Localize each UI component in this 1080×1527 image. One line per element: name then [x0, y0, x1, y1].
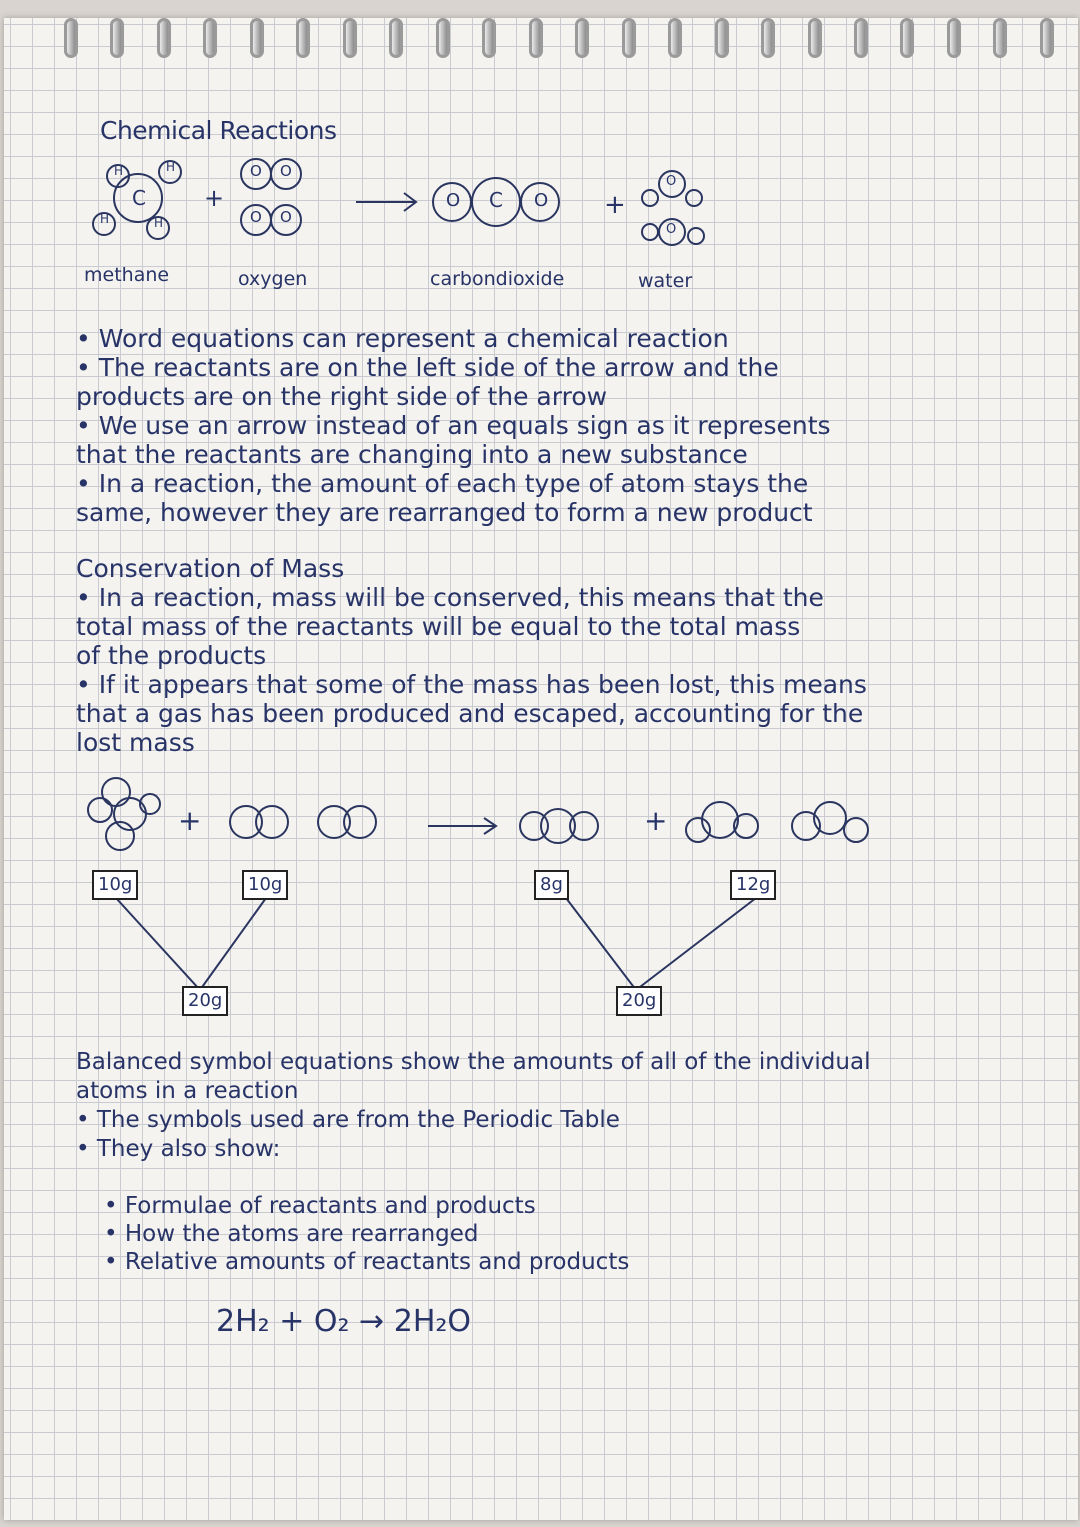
atom-label-o: O: [666, 222, 677, 237]
atom-circle: [102, 778, 130, 806]
plus-sign: +: [204, 184, 225, 212]
note-line: • In a reaction, mass will be conserved, this means that the: [76, 583, 824, 612]
mass-box: 10g: [92, 870, 138, 900]
note-line: • They also show:: [76, 1136, 281, 1162]
atom-label-o: O: [250, 208, 262, 226]
note-line: • The symbols used are from the Periodic Table: [76, 1107, 620, 1133]
hydrogen-atom-circle: [642, 224, 658, 240]
atom-label-h: H: [154, 216, 164, 230]
atom-circle: [318, 806, 350, 838]
atom-circle: [702, 802, 738, 838]
note-line: • The reactants are on the left side of the arrow and the: [76, 353, 779, 382]
mass-box: 10g: [242, 870, 288, 900]
atom-circle: [814, 802, 846, 834]
reaction-arrow-2: [428, 818, 496, 834]
note-line: • We use an arrow instead of an equals sign as it represents: [76, 411, 831, 440]
molecule-diagram-1: [4, 18, 1078, 1520]
note-line: • Relative amounts of reactants and products: [104, 1249, 630, 1275]
note-line: Balanced symbol equations show the amounts of all of the individual: [76, 1049, 871, 1075]
note-line: lost mass: [76, 728, 195, 757]
atom-label-h: H: [166, 160, 176, 174]
note-line: of the products: [76, 641, 267, 670]
atom-label-o: O: [534, 190, 549, 211]
atom-circle: [844, 818, 868, 842]
atom-label-c: C: [489, 188, 503, 212]
note-line: same, however they are rearranged to form a new product: [76, 498, 813, 527]
atom-label-c: C: [132, 186, 146, 210]
total-mass-box: 20g: [182, 986, 228, 1016]
sum-lines-left: [116, 898, 266, 990]
note-line: that the reactants are changing into a new substance: [76, 440, 748, 469]
reaction-arrow-1: [356, 193, 416, 211]
page-title: Chemical Reactions: [100, 116, 337, 145]
mass-box: 8g: [534, 870, 569, 900]
note-line: • Word equations can represent a chemical reaction: [76, 324, 729, 353]
label-water: water: [638, 270, 693, 292]
atom-label-o: O: [280, 162, 292, 180]
atom-label-h: H: [114, 164, 124, 178]
note-line: • Formulae of reactants and products: [104, 1193, 536, 1219]
section-heading: Conservation of Mass: [76, 554, 345, 583]
atom-label-o: O: [280, 208, 292, 226]
label-oxygen: oxygen: [238, 268, 308, 290]
atom-circle: [686, 818, 710, 842]
plus-sign: +: [178, 804, 202, 837]
plus-sign: +: [644, 804, 668, 837]
atom-circle: [230, 806, 262, 838]
note-line: products are on the right side of the arrow: [76, 382, 608, 411]
note-line: • How the atoms are rearranged: [104, 1221, 479, 1247]
balanced-equation: 2H₂ + O₂ → 2H₂O: [216, 1304, 472, 1339]
word-equation-notes: [76, 324, 1016, 527]
conservation-section: [76, 554, 1016, 757]
total-mass-box: 20g: [616, 986, 662, 1016]
note-line: • In a reaction, the amount of each type of atom stays the: [76, 469, 809, 498]
balanced-section: [76, 1048, 1016, 1164]
atom-circle: [256, 806, 288, 838]
atom-label-o: O: [250, 162, 262, 180]
label-carbon-dioxide: carbondioxide: [430, 268, 565, 290]
hydrogen-atom-circle: [686, 190, 702, 206]
atom-label-o: O: [446, 190, 461, 211]
note-line: that a gas has been produced and escaped, accounting for the: [76, 699, 864, 728]
plus-sign: +: [604, 190, 626, 220]
mass-box: 12g: [730, 870, 776, 900]
atom-circle: [344, 806, 376, 838]
note-line: total mass of the reactants will be equal to the total mass: [76, 612, 801, 641]
atom-circle: [88, 798, 112, 822]
notebook-page: [4, 18, 1078, 1520]
label-methane: methane: [84, 264, 170, 286]
note-line: • If it appears that some of the mass has been lost, this means: [76, 670, 867, 699]
note-line: atoms in a reaction: [76, 1078, 299, 1104]
atom-label-o: O: [666, 174, 677, 189]
hydrogen-atom-circle: [688, 228, 704, 244]
hydrogen-atom-circle: [642, 190, 658, 206]
atom-label-h: H: [100, 212, 110, 226]
sub-bullets: [104, 1192, 1044, 1276]
sum-lines-right: [566, 898, 756, 990]
